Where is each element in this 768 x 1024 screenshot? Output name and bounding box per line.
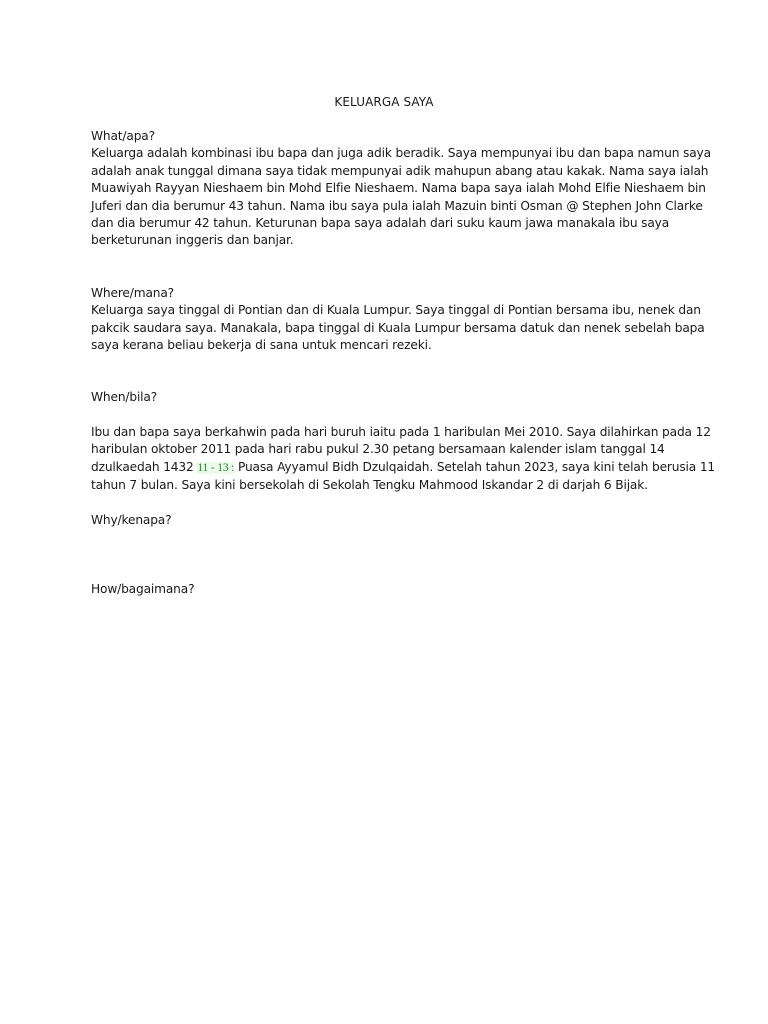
- section-heading-where: Where/mana?: [91, 286, 174, 300]
- paragraph-line: berketurunan inggeris dan banjar.: [91, 233, 294, 248]
- section-what: [91, 128, 711, 250]
- paragraph-line: saya kerana beliau bekerja di sana untuk mencari rezeki.: [91, 338, 432, 353]
- section-where: [91, 285, 705, 355]
- paragraph-line: Muawiyah Rayyan Nieshaem bin Mohd Elfie Nieshaem. Nama bapa saya ialah Mohd Elfie Nieshaem bin: [91, 181, 706, 196]
- paragraph-line: Keluarga adalah kombinasi ibu bapa dan juga adik beradik. Saya mempunyai ibu dan bapa namun saya: [91, 146, 711, 161]
- paragraph-line: dan dia berumur 42 tahun. Keturunan bapa saya adalah dari suku kaum jawa manakala ibu saya: [91, 216, 670, 231]
- paragraph-line: pakcik saudara saya. Manakala, bapa tinggal di Kuala Lumpur bersama datuk dan nenek sebelah bapa: [91, 320, 705, 335]
- section-how: [91, 581, 681, 598]
- paragraph-line: Ibu dan bapa saya berkahwin pada hari buruh iaitu pada 1 haribulan Mei 2010. Saya dilahirkan pada 12: [91, 425, 711, 439]
- section-when-body: [91, 424, 716, 495]
- paragraph-line: Keluarga saya tinggal di Pontian dan di Kuala Lumpur. Saya tinggal di Pontian bersama ibu, nenek dan: [91, 303, 701, 318]
- section-why: [91, 512, 681, 529]
- text-segment: Puasa Ayyamul Bidh Dzulqaidah. Setelah tahun 2023, saya kini telah berusia 11: [234, 459, 716, 474]
- section-when-heading-block: [91, 389, 681, 406]
- paragraph-line: tahun 7 bulan. Saya kini bersekolah di Sekolah Tengku Mahmood Iskandar 2 di darjah 6 Bijak.: [91, 478, 648, 493]
- section-heading-what: What/apa?: [91, 129, 155, 143]
- paragraph-line-with-date: [91, 459, 716, 477]
- text-segment: dzulkaedah 1432: [91, 459, 198, 474]
- paragraph-line: adalah anak tunggal dimana saya tidak mempunyai adik mahupun abang atau kakak. Nama saya ialah: [91, 163, 709, 178]
- section-heading-when: When/bila?: [91, 390, 158, 404]
- document-title: KELUARGA SAYA: [334, 95, 434, 109]
- paragraph-line: Juferi dan dia berumur 43 tahun. Nama ibu saya pula ialah Mazuin binti Osman @ Stephen John Clarke: [91, 198, 703, 213]
- section-heading-why: Why/kenapa?: [91, 513, 172, 527]
- paragraph-line: haribulan oktober 2011 pada hari rabu pukul 2.30 petang bersamaan kalender islam tanggal 14: [91, 442, 665, 457]
- highlighted-date-range: 11 - 13 :: [197, 461, 235, 474]
- section-heading-how: How/bagaimana?: [91, 582, 195, 596]
